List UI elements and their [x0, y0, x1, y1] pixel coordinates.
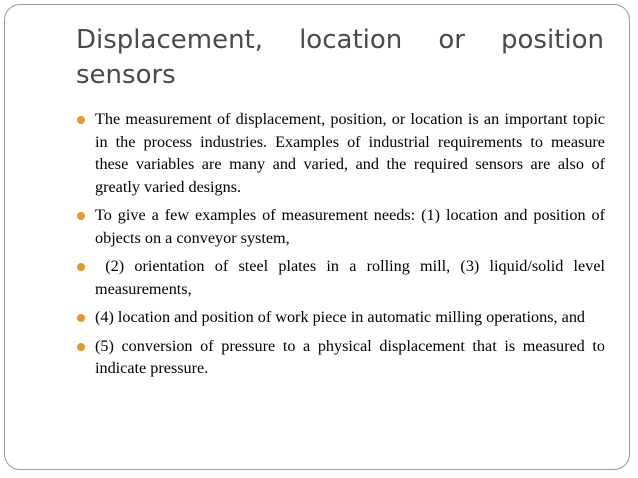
bullet-text: (4) location and position of work piece in automatic milling operations, and [95, 308, 586, 326]
bullet-dot-icon [77, 343, 85, 351]
bullet-item [77, 306, 605, 329]
bullet-item [77, 255, 610, 300]
bullet-text: To give a few examples of measurement needs: (1) location and position of objects on a conveyor system, [95, 206, 605, 247]
bullet-dot-icon [77, 263, 85, 271]
bullet-item [77, 204, 605, 249]
slide-frame [4, 4, 630, 470]
bullet-item [77, 108, 605, 198]
bullet-text: The measurement of displacement, position, or location is an important topic in the process industries. Examples of industrial requirements to measure these variables are many and varied, and the required sensors are also of greatly varied designs. [95, 110, 605, 196]
bullet-text: (5) conversion of pressure to a physical displacement that is measured to indicate pressure. [95, 336, 605, 377]
bullet-dot-icon [77, 212, 85, 220]
bullet-text: (2) orientation of steel plates in a rolling mill, (3) liquid/solid level measurements, [95, 257, 610, 298]
slide-title: Displacement, location or position sensors [76, 25, 604, 90]
bullet-dot-icon [77, 116, 85, 124]
bullet-item [77, 335, 605, 380]
bullet-dot-icon [77, 314, 85, 322]
bullet-list [77, 108, 610, 386]
